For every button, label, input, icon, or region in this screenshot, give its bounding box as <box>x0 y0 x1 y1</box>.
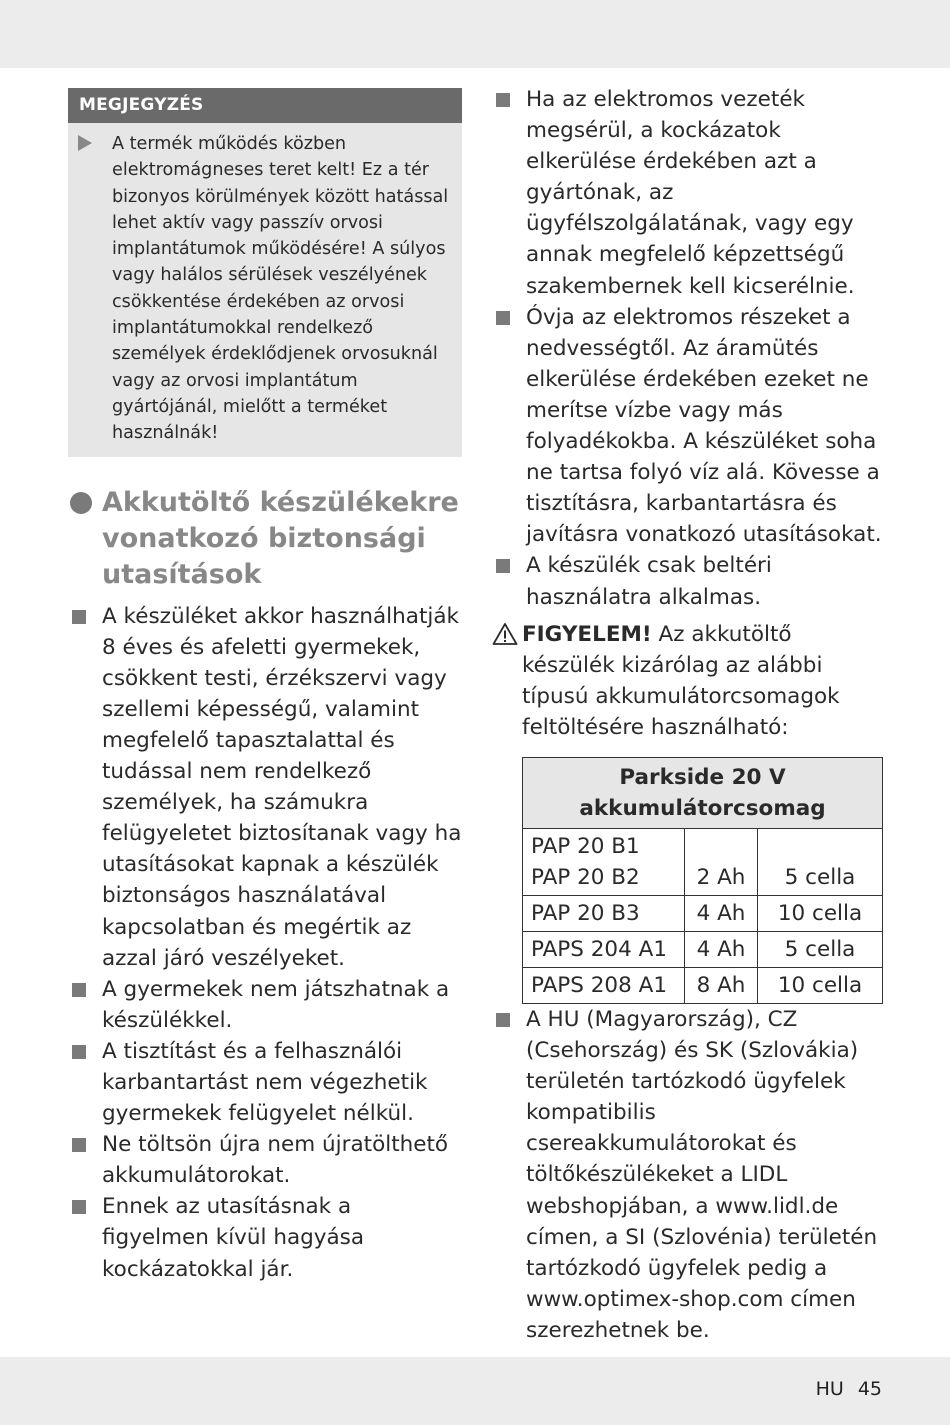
table-row <box>523 931 883 967</box>
section-title: Akkutöltő készülékekre vonatkozó biztonsági utasítások <box>102 486 459 590</box>
list-item-text: A tisztítást és a felhasználói karbantartást nem végezhetik gyermekek felügyelet nélkül. <box>102 1038 428 1127</box>
warning-paragraph <box>492 619 884 743</box>
table-cell-capacity: 4 Ah <box>685 895 758 931</box>
table-cell-model: PAPS 208 A1 <box>523 967 685 1003</box>
square-bullet-icon <box>496 93 510 107</box>
table-cell-cells: 5 cella <box>758 828 883 895</box>
list-item <box>68 1129 462 1191</box>
note-heading: MEGJEGYZÉS <box>68 88 462 123</box>
table-cell-cells: 10 cella <box>758 895 883 931</box>
list-item-text: A HU (Magyarország), CZ (Csehország) és SK (Szlovákia) területén tartózkodó ügyfelek kompatibilis csereakkumulátorokat és töltőkészülékeket a LIDL webshopjában, a www.lidl.de címen, a SI (Szlovénia) területén tartózkodó ügyfelek pedig a www.optimex-shop.com címen szerezhetnek be. <box>526 1006 878 1343</box>
list-item <box>68 601 462 974</box>
list-item <box>68 1036 462 1129</box>
section-heading <box>68 485 462 593</box>
list-item <box>492 302 884 551</box>
table-cell-model: PAPS 204 A1 <box>523 931 685 967</box>
top-band <box>0 0 950 68</box>
list-item <box>68 974 462 1036</box>
list-item-text: A gyermekek nem játszhatnak a készülékkel. <box>102 976 450 1033</box>
page-number: 45 <box>857 1378 882 1400</box>
list-item <box>68 1191 462 1284</box>
square-bullet-icon <box>72 1200 86 1214</box>
list-item <box>492 550 884 612</box>
warning-label: FIGYELEM! <box>522 621 652 647</box>
right-column <box>492 84 884 1346</box>
list-item-text: Ha az elektromos vezeték megsérül, a kockázatok elkerülése érdekében azt a gyártónak, az ügyfélszolgálatának, vagy egy annak megfelelő képzettségű szakembernek kell kicserélnie. <box>526 87 855 299</box>
table-cell-cells: 5 cella <box>758 931 883 967</box>
table-cell-capacity: 2 Ah <box>685 828 758 895</box>
list-item-text: Ne töltsön újra nem újratölthető akkumulátorokat. <box>102 1132 449 1189</box>
table-row <box>523 828 883 895</box>
square-bullet-icon <box>496 1013 510 1027</box>
left-list <box>68 601 462 1285</box>
right-list-final <box>492 1004 884 1346</box>
list-item-text: Ennek az utasításnak a figyelmen kívül hagyása kockázatokkal jár. <box>102 1194 365 1282</box>
table-row <box>523 967 883 1003</box>
left-column <box>68 88 462 1285</box>
table-cell-capacity: 8 Ah <box>685 967 758 1003</box>
table-cell-model <box>523 828 685 895</box>
bottom-band <box>0 1357 950 1425</box>
warning-text: Az akkutöltő készülék kizárólag az alábbi típusú akkumulátorcsomagok feltöltésére használható: <box>522 621 840 740</box>
model-name: PAP 20 B1 <box>531 833 640 859</box>
note-body <box>68 123 462 457</box>
list-item <box>492 84 884 302</box>
page-footer <box>816 1378 882 1400</box>
battery-table <box>522 757 883 1004</box>
square-bullet-icon <box>72 1045 86 1059</box>
square-bullet-icon <box>72 1138 86 1152</box>
square-bullet-icon <box>72 983 86 997</box>
table-header: Parkside 20 V akkumulátorcsomag <box>523 757 883 828</box>
list-item <box>492 1004 884 1346</box>
square-bullet-icon <box>496 559 510 573</box>
model-name: PAP 20 B2 <box>531 864 640 890</box>
circle-bullet-icon <box>70 492 92 514</box>
right-list <box>492 84 884 613</box>
list-item-text: Óvja az elektromos részeket a nedvességtől. Az áramütés elkerülése érdekében ezeket ne merítse vízbe vagy más folyadékokba. A készüléket soha ne tartsa folyó víz alá. Kövesse a tisztításra, karbantartásra és javításra vonatkozó utasításokat. <box>526 304 882 548</box>
note-box <box>68 88 462 457</box>
list-item-text: A készüléket akkor használhatják 8 éves és afeletti gyermekek, csökkent testi, érzékszervi vagy szellemi képességű, valamint megfelelő tapasztalattal és tudással nem rendelkező személyek, ha számukra felügyeletet biztosítanak vagy ha utasításokat kapnak a készülék biztonságos használatával kapcsolatban és megértik az azzal járó veszélyeket. <box>102 603 462 971</box>
table-cell-cells: 10 cella <box>758 967 883 1003</box>
table-cell-capacity: 4 Ah <box>685 931 758 967</box>
table-row <box>523 895 883 931</box>
square-bullet-icon <box>496 311 510 325</box>
warning-triangle-icon <box>492 622 518 646</box>
table-cell-model: PAP 20 B3 <box>523 895 685 931</box>
triangle-bullet-icon <box>78 135 92 151</box>
list-item-text: A készülék csak beltéri használatra alkalmas. <box>526 553 772 610</box>
language-code: HU <box>815 1378 844 1400</box>
note-text: A termék működés közben elektromágneses teret kelt! Ez a tér bizonyos körülmények között hatással lehet aktív vagy passzív orvosi implantátumok működésére! A súlyos vagy halálos sérülések veszélyének csökkentése érdekében az orvosi implantátumokkal rendelkező személyek érdeklődjenek orvosuknál vagy az orvosi implantátum gyártójánál, mielőtt a terméket használnák! <box>112 134 449 444</box>
square-bullet-icon <box>72 610 86 624</box>
